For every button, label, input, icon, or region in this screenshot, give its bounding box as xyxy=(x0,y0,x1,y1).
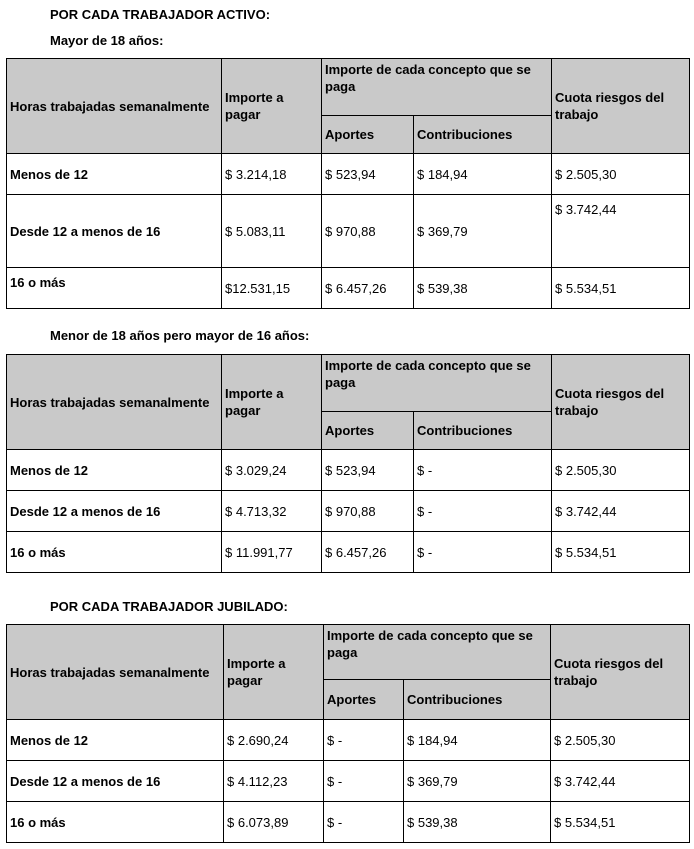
section-title-jubilado: POR CADA TRABAJADOR JUBILADO: xyxy=(50,599,288,614)
cell-aportes: $ 523,94 xyxy=(322,450,414,491)
cell-cuota: $ 2.505,30 xyxy=(552,154,690,195)
table-activo-mayor-18 xyxy=(6,58,690,309)
cell-aportes: $ 523,94 xyxy=(322,154,414,195)
header-concepto: Importe de cada concepto que se paga xyxy=(322,355,552,412)
header-contribuciones: Contribuciones xyxy=(404,680,551,720)
cell-contribuciones: $ 369,79 xyxy=(404,761,551,802)
header-contribuciones: Contribuciones xyxy=(414,412,552,450)
cell-contribuciones: $ 539,38 xyxy=(404,802,551,843)
cell-hours: Menos de 12 xyxy=(7,154,222,195)
table-jubilado xyxy=(6,624,690,843)
cell-importe: $ 2.690,24 xyxy=(224,720,324,761)
section-title-activo: POR CADA TRABAJADOR ACTIVO: xyxy=(50,7,271,22)
cell-importe: $ 5.083,11 xyxy=(222,195,322,268)
header-contribuciones: Contribuciones xyxy=(414,116,552,154)
cell-aportes: $ - xyxy=(324,761,404,802)
cell-importe: $ 3.214,18 xyxy=(222,154,322,195)
cell-contribuciones: $ - xyxy=(414,532,552,573)
table-row xyxy=(7,720,690,761)
cell-aportes: $ - xyxy=(324,720,404,761)
table-row xyxy=(7,802,690,843)
table-activo-menor-18 xyxy=(6,354,690,573)
table-row xyxy=(7,450,690,491)
cell-hours: Desde 12 a menos de 16 xyxy=(7,491,222,532)
header-concepto: Importe de cada concepto que se paga xyxy=(324,625,551,680)
header-aportes: Aportes xyxy=(324,680,404,720)
cell-cuota: $ 3.742,44 xyxy=(552,491,690,532)
cell-cuota: $ 3.742,44 xyxy=(551,761,690,802)
cell-cuota: $ 2.505,30 xyxy=(551,720,690,761)
section-subtitle-mayor-18: Mayor de 18 años: xyxy=(50,33,164,48)
cell-aportes: $ 6.457,26 xyxy=(322,268,414,309)
table-row xyxy=(7,195,690,268)
cell-aportes: $ 6.457,26 xyxy=(322,532,414,573)
header-importe: Importe a pagar xyxy=(222,355,322,450)
cell-hours: Desde 12 a menos de 16 xyxy=(7,761,224,802)
cell-importe: $ 4.112,23 xyxy=(224,761,324,802)
table-row xyxy=(7,532,690,573)
header-hours: Horas trabajadas semanalmente xyxy=(7,355,222,450)
cell-hours: 16 o más xyxy=(7,268,222,309)
cell-importe: $ 4.713,32 xyxy=(222,491,322,532)
header-cuota: Cuota riesgos del trabajo xyxy=(552,355,690,450)
cell-aportes: $ - xyxy=(324,802,404,843)
cell-hours: 16 o más xyxy=(7,532,222,573)
header-importe: Importe a pagar xyxy=(222,59,322,154)
table-row xyxy=(7,268,690,309)
cell-cuota: $ 2.505,30 xyxy=(552,450,690,491)
cell-contribuciones: $ 184,94 xyxy=(404,720,551,761)
cell-contribuciones: $ 539,38 xyxy=(414,268,552,309)
table-row xyxy=(7,491,690,532)
header-aportes: Aportes xyxy=(322,116,414,154)
header-concepto: Importe de cada concepto que se paga xyxy=(322,59,552,116)
cell-contribuciones: $ - xyxy=(414,491,552,532)
cell-hours: Menos de 12 xyxy=(7,720,224,761)
cell-cuota: $ 3.742,44 xyxy=(552,195,690,268)
cell-contribuciones: $ 184,94 xyxy=(414,154,552,195)
cell-importe: $ 6.073,89 xyxy=(224,802,324,843)
header-aportes: Aportes xyxy=(322,412,414,450)
cell-cuota: $ 5.534,51 xyxy=(552,532,690,573)
cell-hours: Desde 12 a menos de 16 xyxy=(7,195,222,268)
header-hours: Horas trabajadas semanalmente xyxy=(7,59,222,154)
header-cuota: Cuota riesgos del trabajo xyxy=(551,625,690,720)
cell-importe: $ 11.991,77 xyxy=(222,532,322,573)
header-cuota: Cuota riesgos del trabajo xyxy=(552,59,690,154)
table-row xyxy=(7,154,690,195)
cell-cuota: $ 5.534,51 xyxy=(551,802,690,843)
cell-cuota: $ 5.534,51 xyxy=(552,268,690,309)
cell-contribuciones: $ 369,79 xyxy=(414,195,552,268)
cell-importe: $ 3.029,24 xyxy=(222,450,322,491)
cell-aportes: $ 970,88 xyxy=(322,195,414,268)
cell-importe: $12.531,15 xyxy=(222,268,322,309)
cell-aportes: $ 970,88 xyxy=(322,491,414,532)
cell-contribuciones: $ - xyxy=(414,450,552,491)
table-row xyxy=(7,761,690,802)
section-subtitle-menor-18: Menor de 18 años pero mayor de 16 años: xyxy=(50,328,310,343)
cell-hours: 16 o más xyxy=(7,802,224,843)
cell-hours: Menos de 12 xyxy=(7,450,222,491)
header-hours: Horas trabajadas semanalmente xyxy=(7,625,224,720)
header-importe: Importe a pagar xyxy=(224,625,324,720)
